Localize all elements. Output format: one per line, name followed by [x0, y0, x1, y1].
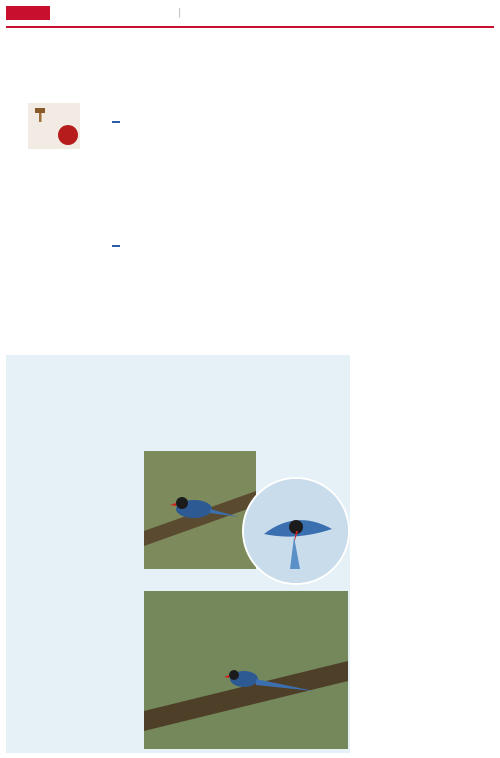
article1-tag — [112, 121, 120, 123]
article2-col2 — [204, 252, 288, 327]
side-body — [360, 396, 490, 672]
article2-tag — [112, 245, 120, 247]
column-badge-box — [28, 103, 80, 149]
bird-photo-1 — [144, 451, 256, 569]
bird-banner — [144, 381, 348, 383]
column-text — [34, 155, 106, 305]
article2-header — [112, 232, 492, 246]
article2-col1 — [112, 252, 196, 327]
article2-col4 — [388, 252, 488, 327]
bird-feature — [6, 355, 350, 753]
article1-header — [112, 108, 492, 122]
masthead-rule — [6, 26, 494, 28]
side-note — [360, 684, 490, 750]
masthead-logo — [6, 6, 50, 20]
article1-col4 — [388, 128, 488, 208]
bird-photo-2 — [144, 591, 348, 749]
hammer-icon — [33, 105, 51, 123]
article1-col2 — [204, 128, 288, 208]
section-name: | — [178, 8, 182, 18]
bird-lead-column — [32, 361, 140, 749]
fa-seal-icon — [58, 125, 78, 145]
article1-col1 — [112, 128, 196, 208]
bird-photo-circle — [242, 477, 350, 585]
article1-col3 — [296, 128, 380, 208]
article2-col3 — [296, 252, 380, 327]
